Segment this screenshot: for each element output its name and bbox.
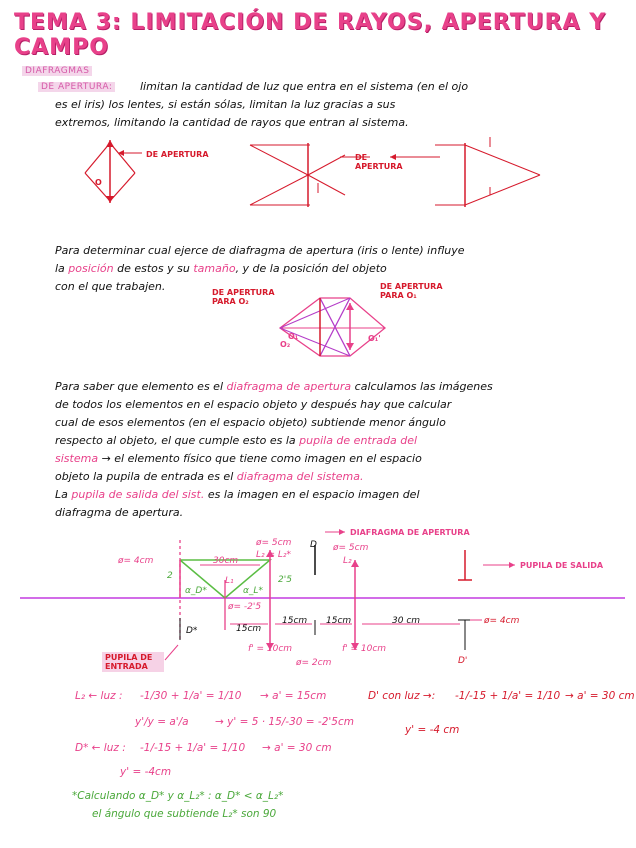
- calc-l2-label: L₂ ← luz :: [75, 690, 123, 702]
- fig3-phi25: ø= -2'5: [228, 602, 262, 612]
- fig3-ang-l: α_L*: [243, 586, 263, 596]
- highlight-pupila-salida: pupila de salida del sist.: [71, 488, 205, 501]
- para2-text: la: [55, 262, 65, 275]
- para1-line3: extremos, limitando la cantidad de rayos que entran al sistema.: [55, 116, 409, 129]
- section-heading-diafragmas: DIAFRAGMAS: [22, 66, 92, 76]
- calc-d-equation: -1/-15 + 1/a' = 1/10: [140, 742, 246, 754]
- fig3-d30b: 30 cm: [392, 616, 421, 626]
- fig3-n25: 2'5: [278, 575, 292, 585]
- highlight-pupila-entrada: pupila de entrada del: [299, 434, 418, 447]
- para3-line8: diafragma de apertura.: [55, 506, 184, 519]
- para3-line3: cual de esos elementos (en el espacio objeto) subtiende menor ángulo: [55, 416, 446, 429]
- para3-text: La: [55, 488, 68, 501]
- fig3-d15a: 15cm: [236, 624, 262, 634]
- calc-d-label: D* ← luz :: [75, 742, 126, 754]
- fig3-f10a: f' = 10cm: [248, 644, 293, 654]
- fig3-phi5: ø= 5cm: [256, 538, 292, 548]
- para3-text: objeto la pupila de entrada es el: [55, 470, 234, 483]
- fig3-d15b: 15cm: [282, 616, 308, 626]
- fig3-d30: 30cm: [213, 556, 239, 566]
- fig1-aperture-diagrams: [80, 135, 550, 225]
- para3-text: → el elemento físico que tiene como imagen en el espacio: [101, 452, 422, 465]
- section-heading-apertura: DE APERTURA:: [38, 82, 115, 92]
- fig1-label-a: DE APERTURA: [146, 150, 209, 159]
- fig2-o2: O₂: [280, 340, 291, 349]
- para3-line1: [55, 378, 625, 395]
- para1-line2: es el iris) los lentes, si están sólas, limitan la luz gracias a sus: [55, 98, 396, 111]
- para2-line3: con el que trabajen.: [55, 280, 166, 293]
- para2-line2: [55, 260, 625, 277]
- fig3-dprime: D': [458, 656, 468, 666]
- fig3-phi2: ø= 2cm: [296, 658, 332, 668]
- para3-line7: [55, 486, 625, 503]
- calc-dprime-label: D' con luz →:: [368, 690, 436, 702]
- fig3-phi-left: ø= 4cm: [118, 556, 154, 566]
- fig3-pupila-salida-label: PUPILA DE SALIDA: [520, 561, 604, 570]
- calc-y3: y' = -4 cm: [405, 724, 460, 736]
- highlight-sistema: sistema: [55, 452, 99, 465]
- fig3-n2: 2: [167, 571, 173, 581]
- note-line1: *Calculando α_D* y α_L₂* : α_D* < α_L₂*: [72, 790, 284, 802]
- calc-dprime-result: → a' = 30 cm: [565, 690, 635, 702]
- fig3-d-label: D: [310, 540, 317, 550]
- calc-y-result: → y' = 5 · 15/-30 = -2'5cm: [215, 716, 354, 728]
- calc-d-result: → a' = 30 cm: [262, 742, 332, 754]
- fig3-d15c: 15cm: [326, 616, 352, 626]
- fig2-label-right: DE APERTURA PARA O₁: [380, 282, 443, 300]
- fig3-phi4: ø= 4cm: [484, 616, 520, 626]
- fig2-o1: O₁: [288, 332, 299, 341]
- page-title: TEMA 3: LIMITACIÓN DE RAYOS, APERTURA Y CAMPO: [14, 10, 607, 60]
- fig3-d-star: D*: [186, 626, 198, 636]
- para3-line6: [55, 468, 625, 485]
- fig3-f10b: f' = 10cm: [342, 644, 387, 654]
- highlight-posicion: posición: [68, 262, 114, 275]
- highlight-diafragma-apertura: diafragma de apertura: [226, 380, 352, 393]
- calc-y-equation: y'/y = a'/a: [135, 716, 189, 728]
- fig3-pupila-entrada-label: PUPILA DE ENTRADA: [102, 652, 164, 672]
- para2-line1: Para determinar cual ejerce de diafragma de apertura (iris o lente) influye: [55, 244, 465, 257]
- para3-text: es la imagen en el espacio imagen del: [207, 488, 420, 501]
- fig2-o1p: O₁': [368, 334, 381, 343]
- fig3-l1: L₁: [225, 576, 234, 586]
- para3-text: respecto al objeto, el que cumple esto es la: [55, 434, 296, 447]
- para1-line1: limitan la cantidad de luz que entra en el sistema (en el ojo: [140, 80, 469, 93]
- fig3-diafragma-label: DIAFRAGMA DE APERTURA: [350, 528, 470, 537]
- para3-line2: de todos los elementos en el espacio objeto y después hay que calcular: [55, 398, 452, 411]
- highlight-diafragma-sistema: diafragma del sistema.: [236, 470, 364, 483]
- calc-l2-equation: -1/30 + 1/a' = 1/10: [140, 690, 242, 702]
- calc-dprime-equation: -1/-15 + 1/a' = 1/10: [455, 690, 561, 702]
- calc-y2: y' = -4cm: [120, 766, 172, 778]
- fig3-l2b: L₂: [343, 556, 352, 566]
- para3-line5: [55, 450, 625, 467]
- calc-l2-result: → a' = 15cm: [260, 690, 327, 702]
- para2-text: , y de la posición del objeto: [235, 262, 387, 275]
- fig3-l2: L₂ = L₂*: [256, 550, 292, 560]
- highlight-tamano: tamaño: [193, 262, 236, 275]
- fig2-label-left: DE APERTURA PARA O₂: [212, 288, 275, 306]
- fig1-label-b: DE APERTURA: [355, 153, 403, 171]
- fig1-label-o: O: [95, 178, 102, 187]
- para3-text: Para saber que elemento es el: [55, 380, 223, 393]
- para3-line4: [55, 432, 625, 449]
- para2-text: de estos y su: [117, 262, 190, 275]
- fig3-ang-d: α_D*: [185, 586, 207, 596]
- para3-text: calculamos las imágenes: [354, 380, 493, 393]
- fig3-phi5b: ø= 5cm: [333, 543, 369, 553]
- note-line2: el ángulo que subtiende L₂* son 90: [92, 808, 277, 820]
